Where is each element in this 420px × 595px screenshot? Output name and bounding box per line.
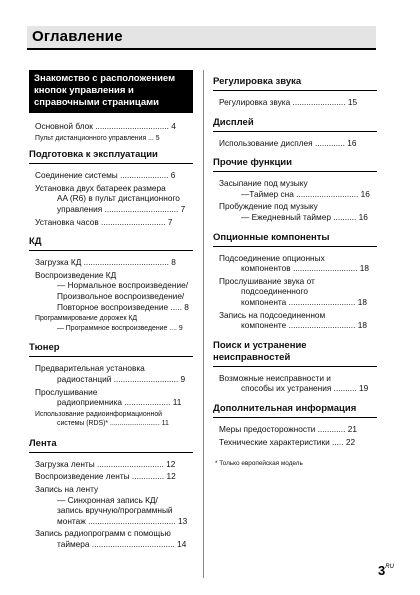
section-entries [213, 373, 377, 394]
title-underline [27, 48, 376, 50]
toc-entry-line: Установка двух батареек размера [35, 182, 166, 193]
intro-entries [29, 121, 193, 143]
toc-entry[interactable] [35, 471, 193, 482]
toc-entry-line: Воспроизведение КД [35, 269, 117, 280]
column-divider [203, 70, 204, 578]
section-entries [29, 459, 193, 550]
section-heading: Поиск и устранение неисправностей [213, 340, 377, 367]
toc-entry[interactable] [35, 170, 193, 181]
toc-right-column [213, 70, 377, 468]
toc-entry-line: управления ................................ 7 [57, 203, 186, 214]
section-entries [213, 178, 377, 222]
toc-entry-line: Произвольное воспроизведение/ [57, 290, 185, 301]
section-heading: Тюнер [29, 342, 193, 357]
toc-entry-line: запись вручную/программный [57, 505, 173, 516]
toc-entry-line: Запись на подсоединенном [219, 309, 326, 320]
toc-entry[interactable] [219, 424, 377, 435]
toc-entry-line: радиоприемника .................... 11 [57, 397, 182, 408]
toc-entry-line: Предварительная установка [35, 363, 145, 374]
toc-entry-line: системы (RDS)* .......................... 11 [57, 420, 169, 428]
toc-entry[interactable] [219, 373, 377, 394]
toc-entry-line: Программирование дорожек КД [35, 315, 138, 323]
toc-entry-line: компонента ............................. 18 [241, 296, 367, 307]
toc-entry[interactable] [219, 276, 377, 308]
toc-entry[interactable] [35, 257, 193, 268]
toc-entry-line: — Синхронная запись КД/ [57, 494, 158, 505]
page-title-bar [27, 26, 376, 48]
section-entries [213, 138, 377, 149]
toc-entry-line: Основной блок ................................ 4 [35, 121, 176, 131]
section-entries [213, 97, 377, 108]
toc-entry-line: Соединение системы ..................... 6 [35, 170, 176, 181]
toc-entry-line: Запись на ленту [35, 484, 99, 495]
section-entries [29, 363, 193, 429]
intro-section-header: Знакомство с расположением кнопок управления и справочными страницами [29, 70, 193, 113]
toc-entry-line: Загрузка КД ..................................... 8 [35, 257, 176, 268]
section-heading: КД [29, 236, 193, 251]
section-heading: Подготовка к эксплуатации [29, 149, 193, 164]
toc-entry[interactable] [35, 270, 193, 312]
toc-entry-line: Подсоединение опционных [219, 252, 325, 263]
page-number-suffix: RU [385, 564, 394, 570]
page-title: Оглавление [32, 28, 123, 45]
toc-left-column [29, 70, 193, 552]
left-sections [29, 149, 193, 549]
toc-entry[interactable] [219, 138, 377, 149]
section-heading: Регулировка звука [213, 76, 377, 91]
section-heading: Опционные компоненты [213, 232, 377, 247]
toc-entry-line: — Нормальное воспроизведение/ [57, 280, 188, 291]
toc-entry[interactable] [219, 178, 377, 199]
toc-entry-line: Меры предосторожности ............ 21 [219, 423, 357, 434]
toc-entry-line: Использование дисплея ............. 16 [219, 137, 357, 148]
toc-entry[interactable] [219, 201, 377, 222]
toc-entry[interactable] [35, 484, 193, 526]
section-entries [29, 170, 193, 227]
toc-entry-line: Установка часов ............................ 7 [35, 216, 173, 227]
page-number-value: 3 [378, 563, 386, 578]
toc-entry[interactable] [219, 437, 377, 448]
toc-entry-line: Загрузка ленты ............................. 12 [35, 458, 176, 469]
toc-entry-line: Технические характеристики ..... 22 [219, 436, 356, 447]
toc-entry[interactable] [35, 217, 193, 228]
toc-entry-line: способы их устранения .......... 19 [241, 383, 369, 394]
toc-entry[interactable] [35, 134, 193, 144]
toc-entry-line: Прослушивание [35, 386, 98, 397]
toc-entry-line: Запись радиопрограмм с помощью [35, 528, 171, 539]
section-entries [213, 253, 377, 331]
toc-entry-line: AA (R6) в пульт дистанционного [57, 193, 180, 204]
toc-entry[interactable] [35, 528, 193, 549]
toc-entry-line: — Ежедневный таймер .......... 16 [241, 211, 368, 222]
toc-entry[interactable] [219, 310, 377, 331]
toc-entry[interactable] [35, 410, 193, 429]
toc-entry-line: Регулировка звука ....................... 15 [219, 97, 358, 107]
footnote: * Только европейская модель [215, 460, 303, 468]
toc-entry-line: Использование радиоинформационной [35, 410, 162, 418]
toc-entry[interactable] [35, 363, 193, 384]
toc-entry[interactable] [35, 183, 193, 215]
section-heading: Дополнительная информация [213, 403, 377, 418]
toc-entry-line: таймера .................................... 14 [57, 539, 187, 550]
page-number [378, 563, 394, 578]
toc-entry-line: Возможные неисправности и [219, 372, 331, 383]
toc-entry[interactable] [219, 253, 377, 274]
toc-entry-line: подсоединенного [241, 286, 308, 297]
toc-entry-line: —Таймер сна ........................... 16 [241, 188, 370, 199]
toc-entry-line: монтаж ...................................... 13 [57, 515, 188, 526]
toc-entry[interactable] [219, 97, 377, 108]
toc-entry-line: Повторное воспроизведение ..... 8 [57, 301, 189, 312]
toc-entry[interactable] [35, 121, 193, 132]
right-sections [213, 76, 377, 447]
section-heading: Прочие функции [213, 157, 377, 172]
toc-entry-line: Засыпание под музыку [219, 178, 308, 189]
section-entries [29, 257, 193, 333]
toc-entry[interactable] [35, 314, 193, 333]
toc-entry[interactable] [35, 387, 193, 408]
toc-entry-line: Воспроизведение ленты .............. 12 [35, 471, 176, 482]
section-heading: Дисплей [213, 117, 377, 132]
toc-entry-line: компоненте ............................. 18 [241, 320, 367, 331]
section-entries [213, 424, 377, 447]
toc-entry-line: Пульт дистанционного управления ... 5 [35, 134, 160, 142]
toc-entry-line: — Программное воспроизведение .... 9 [57, 324, 183, 332]
toc-entry-line: компонентов ............................ 18 [241, 263, 370, 274]
toc-entry-line: Пробуждение под музыку [219, 201, 318, 212]
toc-entry-line: радиостанций ............................ 9 [57, 373, 186, 384]
toc-entry[interactable] [35, 459, 193, 470]
section-heading: Лента [29, 438, 193, 453]
toc-entry-line: Прослушивание звука от [219, 275, 315, 286]
